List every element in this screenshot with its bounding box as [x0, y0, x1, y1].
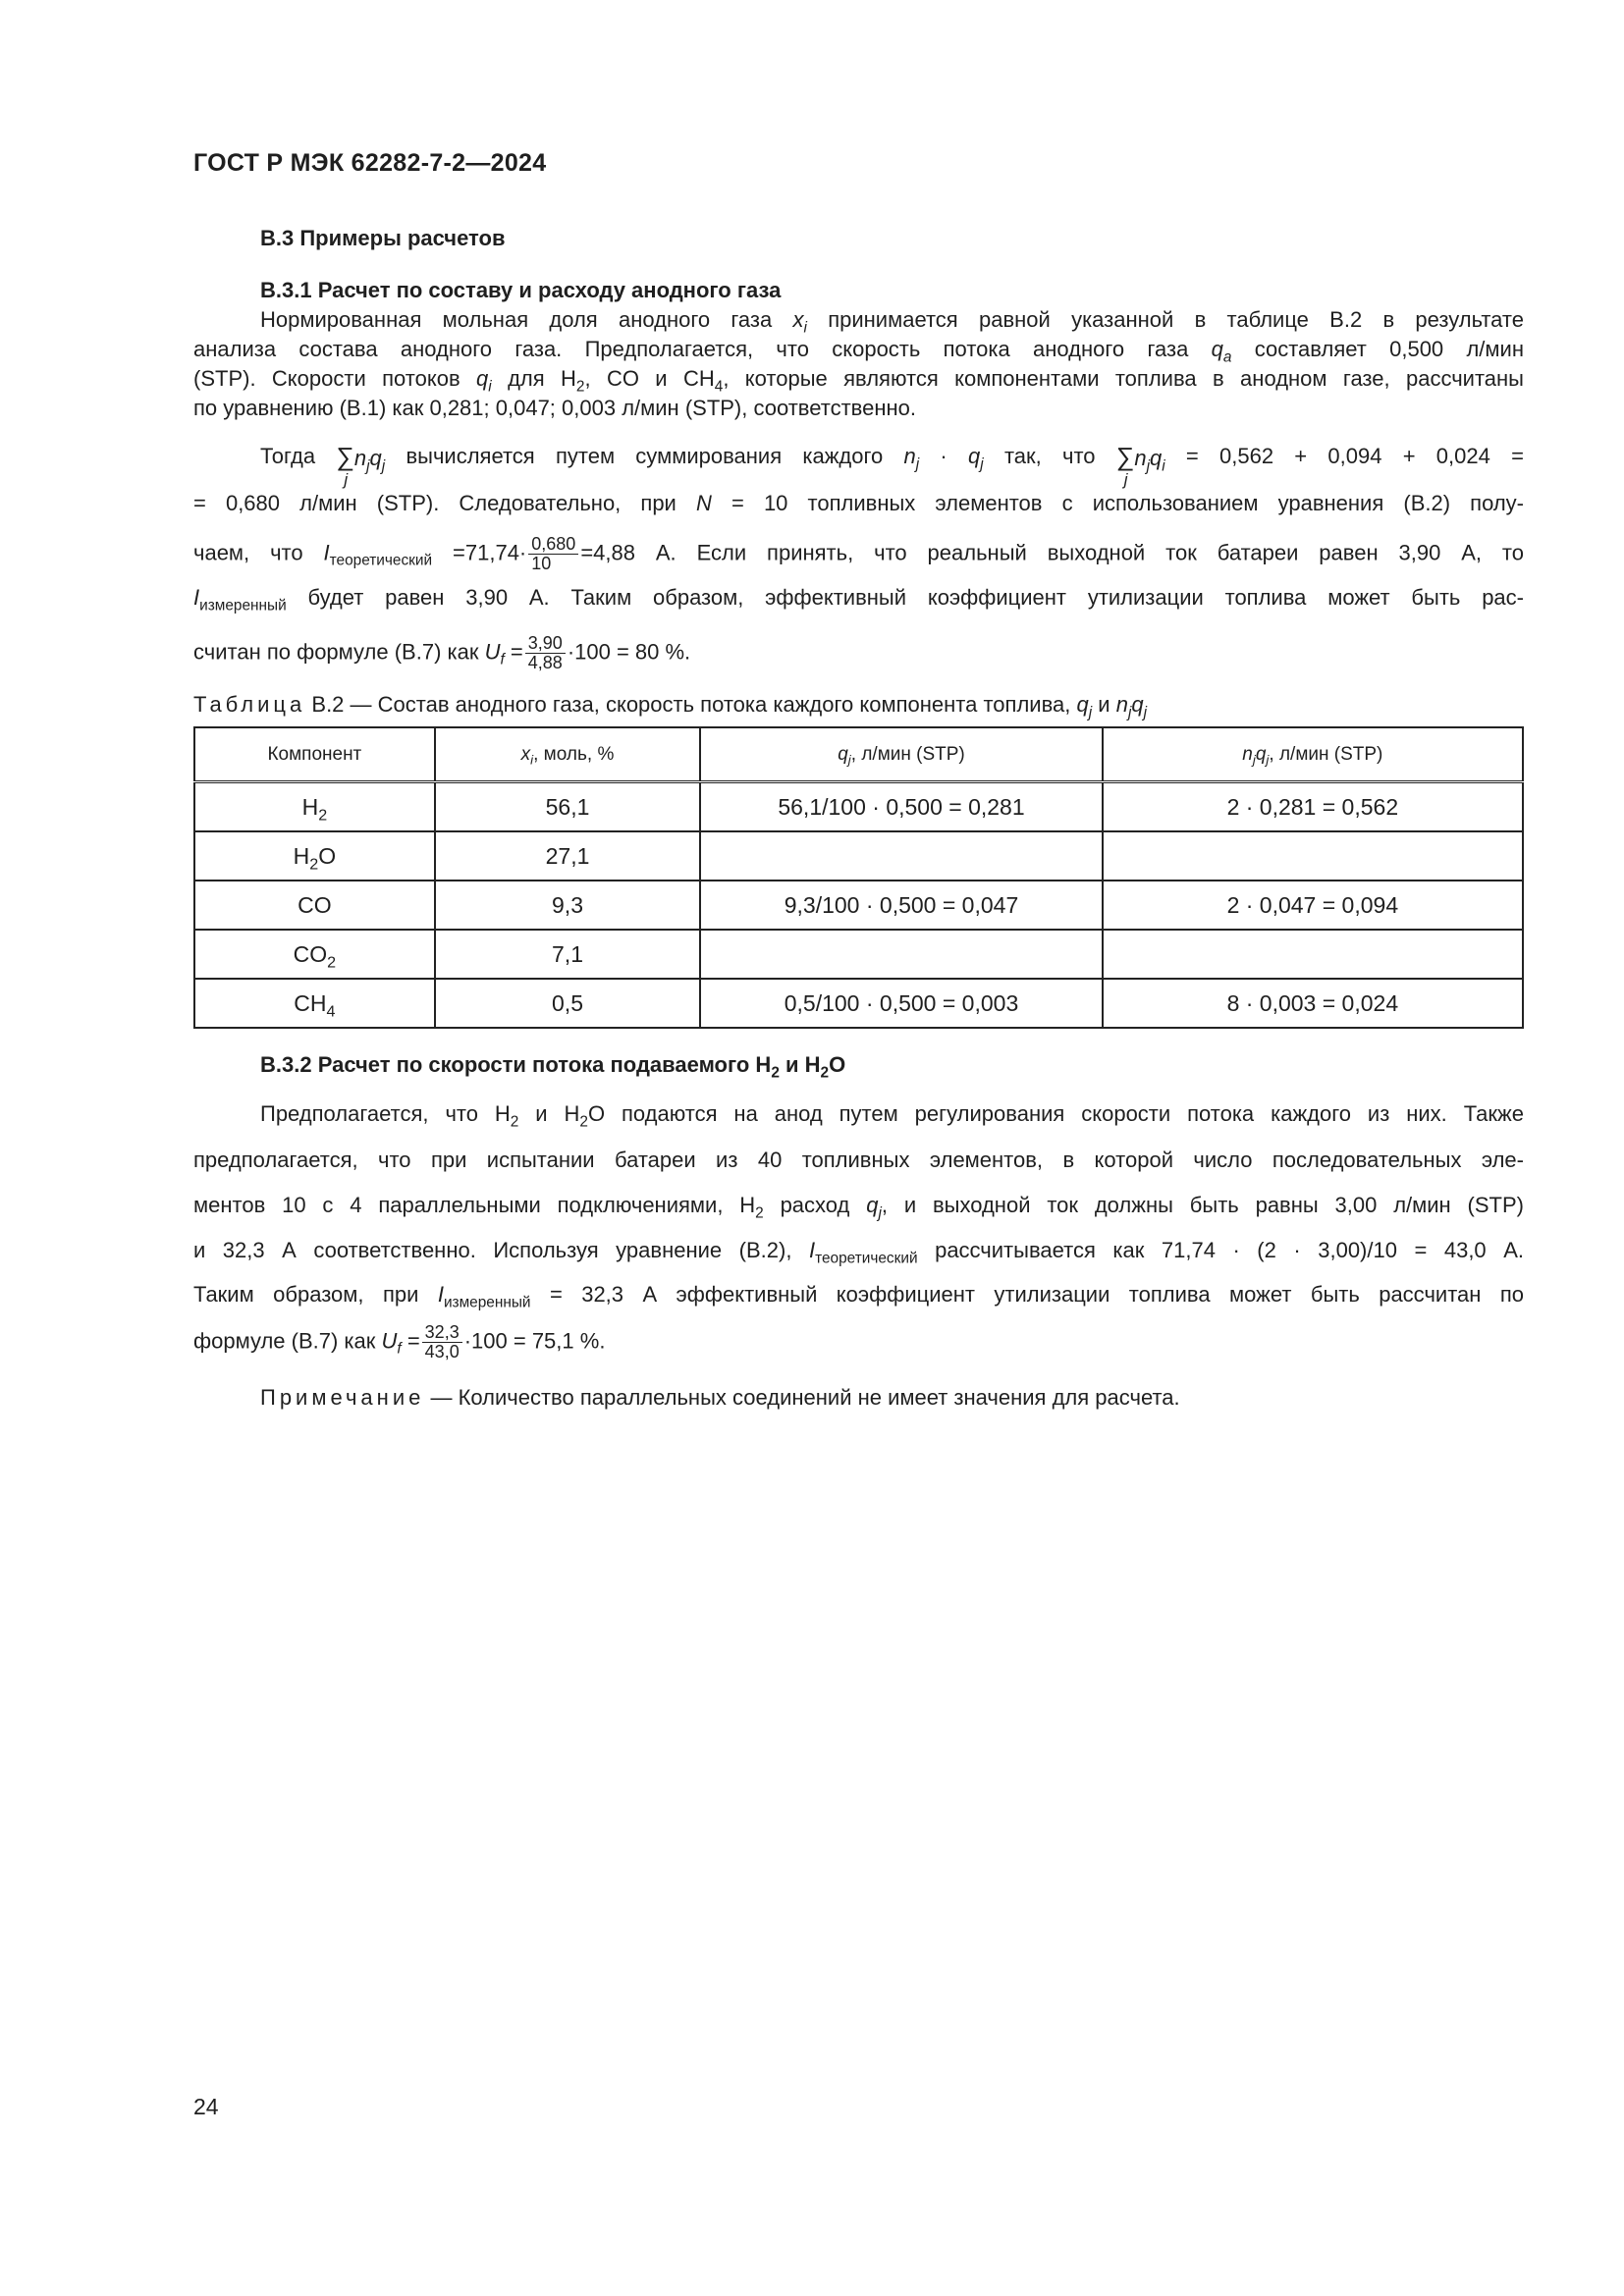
- cell-nq: [1103, 831, 1523, 881]
- paragraph-line: формуле (В.7) как $U_f$ = $\frac{32,3}{43,0}$ ·100 = 75,1 %.: [193, 1322, 606, 1362]
- paragraph-line: = 0,680 л/мин (STP). Следовательно, при N = 10 топливных элементов с использованием уравнения (В.2) полу-: [193, 491, 1524, 515]
- fraction-uf-1: $\frac{3,90}{4,88}$: [525, 634, 566, 672]
- cell-q: 9,3/100 · 0,500 = 0,047: [700, 881, 1102, 930]
- cell-component: $H_2O$: [194, 831, 435, 881]
- page-number: 24: [193, 2094, 219, 2119]
- composition-table: [193, 726, 1524, 1029]
- paragraph-line: Предполагается, что $H_2$ и $H_2O$ подаются на анод путем регулирования скорости потока каждого из них. Также: [260, 1101, 1524, 1131]
- note: Примечание — Количество параллельных соединений не имеет значения для расчета.: [260, 1385, 1180, 1410]
- cell-x: 9,3: [435, 881, 701, 930]
- section-b31-title: В.3.1 Расчет по составу и расходу анодного газа: [260, 278, 782, 302]
- cell-nq: 2 · 0,047 = 0,094: [1103, 881, 1523, 930]
- header-component: Компонент: [194, 727, 435, 782]
- table-row: [194, 979, 1523, 1028]
- sum-nj-qj: $\sum n_jq_j$ j: [336, 442, 386, 490]
- paragraph-line: Тогда $\sum n_jq_j$ j вычисляется путем суммирования каждого $n_j \cdot q_j$ так, что $\sum n_jq_i$ j = 0,562 + 0,094 + 0,024 =: [260, 442, 1524, 490]
- table-row: [194, 881, 1523, 930]
- table-header-row: [194, 727, 1523, 782]
- header-x: $x_i$, моль, %: [435, 727, 701, 782]
- cell-component: CO: [194, 881, 435, 930]
- fraction-uf-2: $\frac{32,3}{43,0}$: [422, 1323, 462, 1362]
- cell-q: 56,1/100 · 0,500 = 0,281: [700, 782, 1102, 832]
- document-code: ГОСТ Р МЭК 62282-7-2—2024: [193, 149, 547, 177]
- cell-component: $H_2$: [194, 782, 435, 832]
- cell-q: [700, 831, 1102, 881]
- cell-component: $CO_2$: [194, 930, 435, 979]
- paragraph-line: $I_{измеренный}$ будет равен 3,90 А. Таким образом, эффективный коэффициент утилизации топлива может быть рас-: [193, 585, 1524, 614]
- fraction-theoretical: $\frac{0,680}{10}$: [528, 535, 578, 573]
- paragraph-line: Таким образом, при $I_{измеренный} = 32,3$ А эффективный коэффициент утилизации топлива может быть рассчитан по: [193, 1282, 1524, 1311]
- section-b32-title: В.3.2 Расчет по скорости потока подаваемого $H_2$ и $H_2O$: [260, 1052, 846, 1082]
- sum-nj-qi: $\sum n_jq_i$ j: [1115, 442, 1165, 490]
- table-row: [194, 930, 1523, 979]
- table-caption: Таблица В.2 — Состав анодного газа, скорость потока каждого компонента топлива, $q_j$ и $n_jq_j$: [193, 692, 1148, 721]
- paragraph-line: по уравнению (В.1) как 0,281; 0,047; 0,003 л/мин (STP), соответственно.: [193, 396, 916, 420]
- table-row: [194, 831, 1523, 881]
- paragraph-line: анализа состава анодного газа. Предполагается, что скорость потока анодного газа $q_a$ составляет 0,500 л/мин: [193, 337, 1524, 366]
- paragraph-line: ментов 10 с 4 параллельными подключениями, $H_2$ расход $q_j$, и выходной ток должны быть равны 3,00 л/мин (STP): [193, 1193, 1524, 1222]
- header-q: $q_j$, л/мин (STP): [700, 727, 1102, 782]
- cell-nq: [1103, 930, 1523, 979]
- cell-q: [700, 930, 1102, 979]
- cell-x: 7,1: [435, 930, 701, 979]
- paragraph-line: (STP). Скорости потоков $q_i$ для $H_2$, CO и $CH_4$, которые являются компонентами топлива в анодном газе, рассчитаны: [193, 366, 1524, 396]
- paragraph-line: предполагается, что при испытании батареи из 40 топливных элементов, в которой число последовательных эле-: [193, 1148, 1524, 1172]
- cell-component: $CH_4$: [194, 979, 435, 1028]
- header-nq: $n_jq_j$, л/мин (STP): [1103, 727, 1523, 782]
- paragraph-line: чаем, что $I_{теоретический} =71,74\cdot$ $\frac{0,680}{10}$ =4,88 А. Если принять, что реальный выходной ток батареи равен 3,90 А, то: [193, 534, 1524, 573]
- cell-nq: 8 · 0,003 = 0,024: [1103, 979, 1523, 1028]
- paragraph-line: Нормированная мольная доля анодного газа $x_i$ принимается равной указанной в таблице В.2 в результате: [260, 307, 1524, 337]
- paragraph-line: и 32,3 А соответственно. Используя уравнение (В.2), $I_{теоретический}$ рассчитывается как 71,74 · (2 · 3,00)/10 = 43,0 А.: [193, 1238, 1524, 1267]
- section-b3-title: В.3 Примеры расчетов: [260, 226, 506, 250]
- cell-x: 27,1: [435, 831, 701, 881]
- cell-q: 0,5/100 · 0,500 = 0,003: [700, 979, 1102, 1028]
- paragraph-line: считан по формуле (В.7) как $U_f$ = $\frac{3,90}{4,88}$ ·100 = 80 %.: [193, 633, 691, 672]
- table-row: [194, 782, 1523, 832]
- cell-nq: 2 · 0,281 = 0,562: [1103, 782, 1523, 832]
- cell-x: 0,5: [435, 979, 701, 1028]
- cell-x: 56,1: [435, 782, 701, 832]
